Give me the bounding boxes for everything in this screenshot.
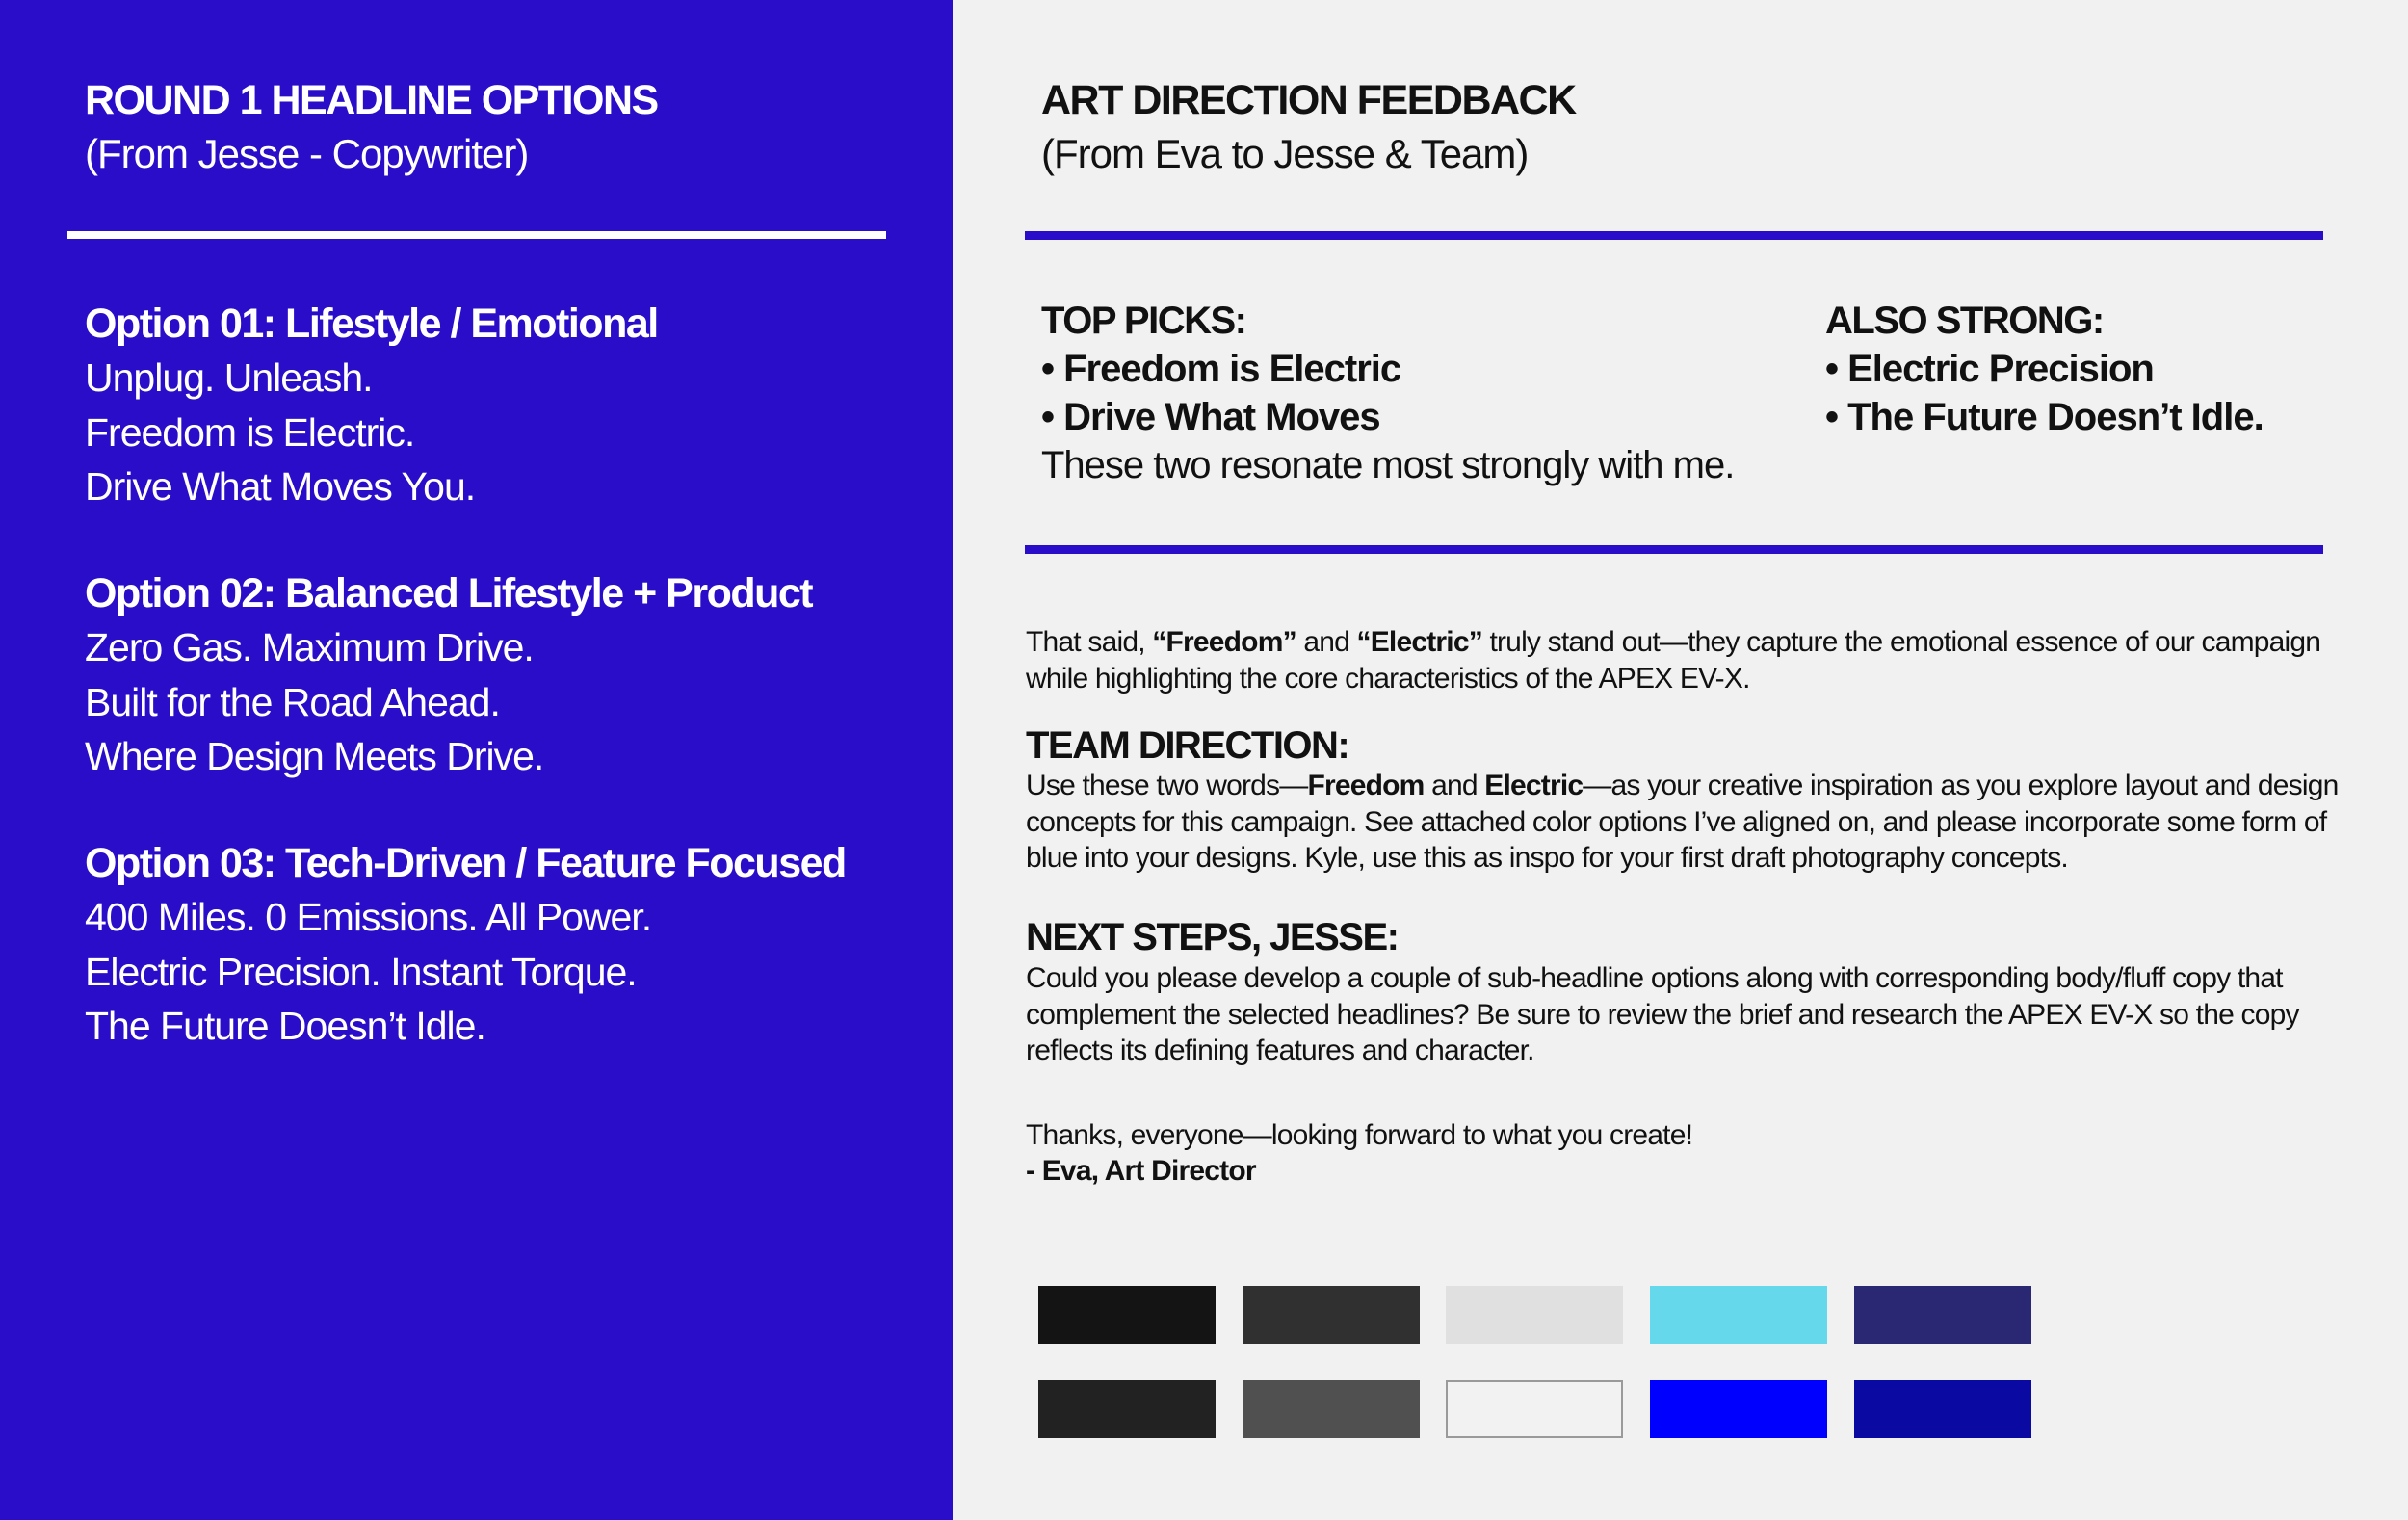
top-picks-note: These two resonate most strongly with me. [1041,444,1735,486]
option-01 [85,297,932,514]
also-strong [1825,297,2264,441]
signoff-thanks: Thanks, everyone—looking forward to what you create! [1026,1119,1693,1151]
headline-line: Where Design Meets Drive. [85,734,544,778]
headline-line: Drive What Moves You. [85,464,476,509]
also-strong-item: • Electric Precision [1825,348,2154,390]
option-title: Option 01: Lifestyle / Emotional [85,301,658,347]
team-direction-heading: TEAM DIRECTION: [1026,724,1349,767]
color-swatch [1243,1286,1420,1344]
color-swatch [1446,1286,1623,1344]
also-strong-item: • The Future Doesn’t Idle. [1825,396,2264,438]
art-direction-feedback-panel [953,0,2408,1520]
color-swatch [1243,1380,1420,1438]
color-swatch [1038,1286,1216,1344]
headline-line: 400 Miles. 0 Emissions. All Power. [85,895,652,939]
keyword-freedom: “Freedom” [1152,626,1296,658]
top-picks-heading: TOP PICKS: [1041,300,1246,342]
divider [67,231,886,239]
top-picks [1041,297,1734,489]
also-strong-heading: ALSO STRONG: [1825,300,2104,342]
keyword-electric: Electric [1484,770,1584,801]
top-pick-item: • Freedom is Electric [1041,348,1401,390]
color-swatch [1650,1286,1827,1344]
signoff-signature: - Eva, Art Director [1026,1155,1256,1187]
feedback-title: ART DIRECTION FEEDBACK [1041,77,1576,123]
option-title: Option 02: Balanced Lifestyle + Product [85,570,813,616]
headline-line: Built for the Road Ahead. [85,679,500,724]
color-swatch [1038,1380,1216,1438]
color-swatch [1854,1380,2031,1438]
feedback-subtitle: (From Eva to Jesse & Team) [1041,131,1529,176]
headline-options-title: ROUND 1 HEADLINE OPTIONS [85,77,658,123]
next-steps-body: Could you please develop a couple of sub-headline options along with corresponding body/fluff copy that complement the selected headlines? Be sure to review the brief and research the APEX EV-X so the copy reflects its defining features and character. [1026,962,2299,1066]
headline-line: Unplug. Unleash. [85,355,373,400]
feedback-intro: That said, “Freedom” and “Electric” truly stand out—they capture the emotional essence of our campaign while highlighting the core characteristics of the APEX EV-X. [1026,626,2321,694]
team-direction-body: Use these two words—Freedom and Electric—as your creative inspiration as you explore layout and design concepts for this campaign. See attached color options I’ve aligned on, and please incorporate some form of blue into your designs. Kyle, use this as inspo for your first draft photography concepts. [1026,770,2339,874]
headline-options-panel [0,0,953,1520]
headline-options-subtitle: (From Jesse - Copywriter) [85,131,529,176]
divider [1025,545,2323,554]
divider [1025,231,2323,240]
color-swatch [1446,1380,1623,1438]
option-title: Option 03: Tech-Driven / Feature Focused [85,840,846,886]
headline-line: Electric Precision. Instant Torque. [85,949,637,994]
headline-line: Freedom is Electric. [85,409,415,455]
option-02 [85,566,932,784]
keyword-freedom: Freedom [1307,770,1425,801]
color-swatch [1650,1380,1827,1438]
option-03 [85,836,932,1054]
headline-line: Zero Gas. Maximum Drive. [85,625,534,669]
keyword-electric: “Electric” [1356,626,1482,658]
next-steps-heading: NEXT STEPS, JESSE: [1026,916,1399,958]
headline-line: The Future Doesn’t Idle. [85,1004,485,1048]
color-swatch [1854,1286,2031,1344]
top-pick-item: • Drive What Moves [1041,396,1380,438]
